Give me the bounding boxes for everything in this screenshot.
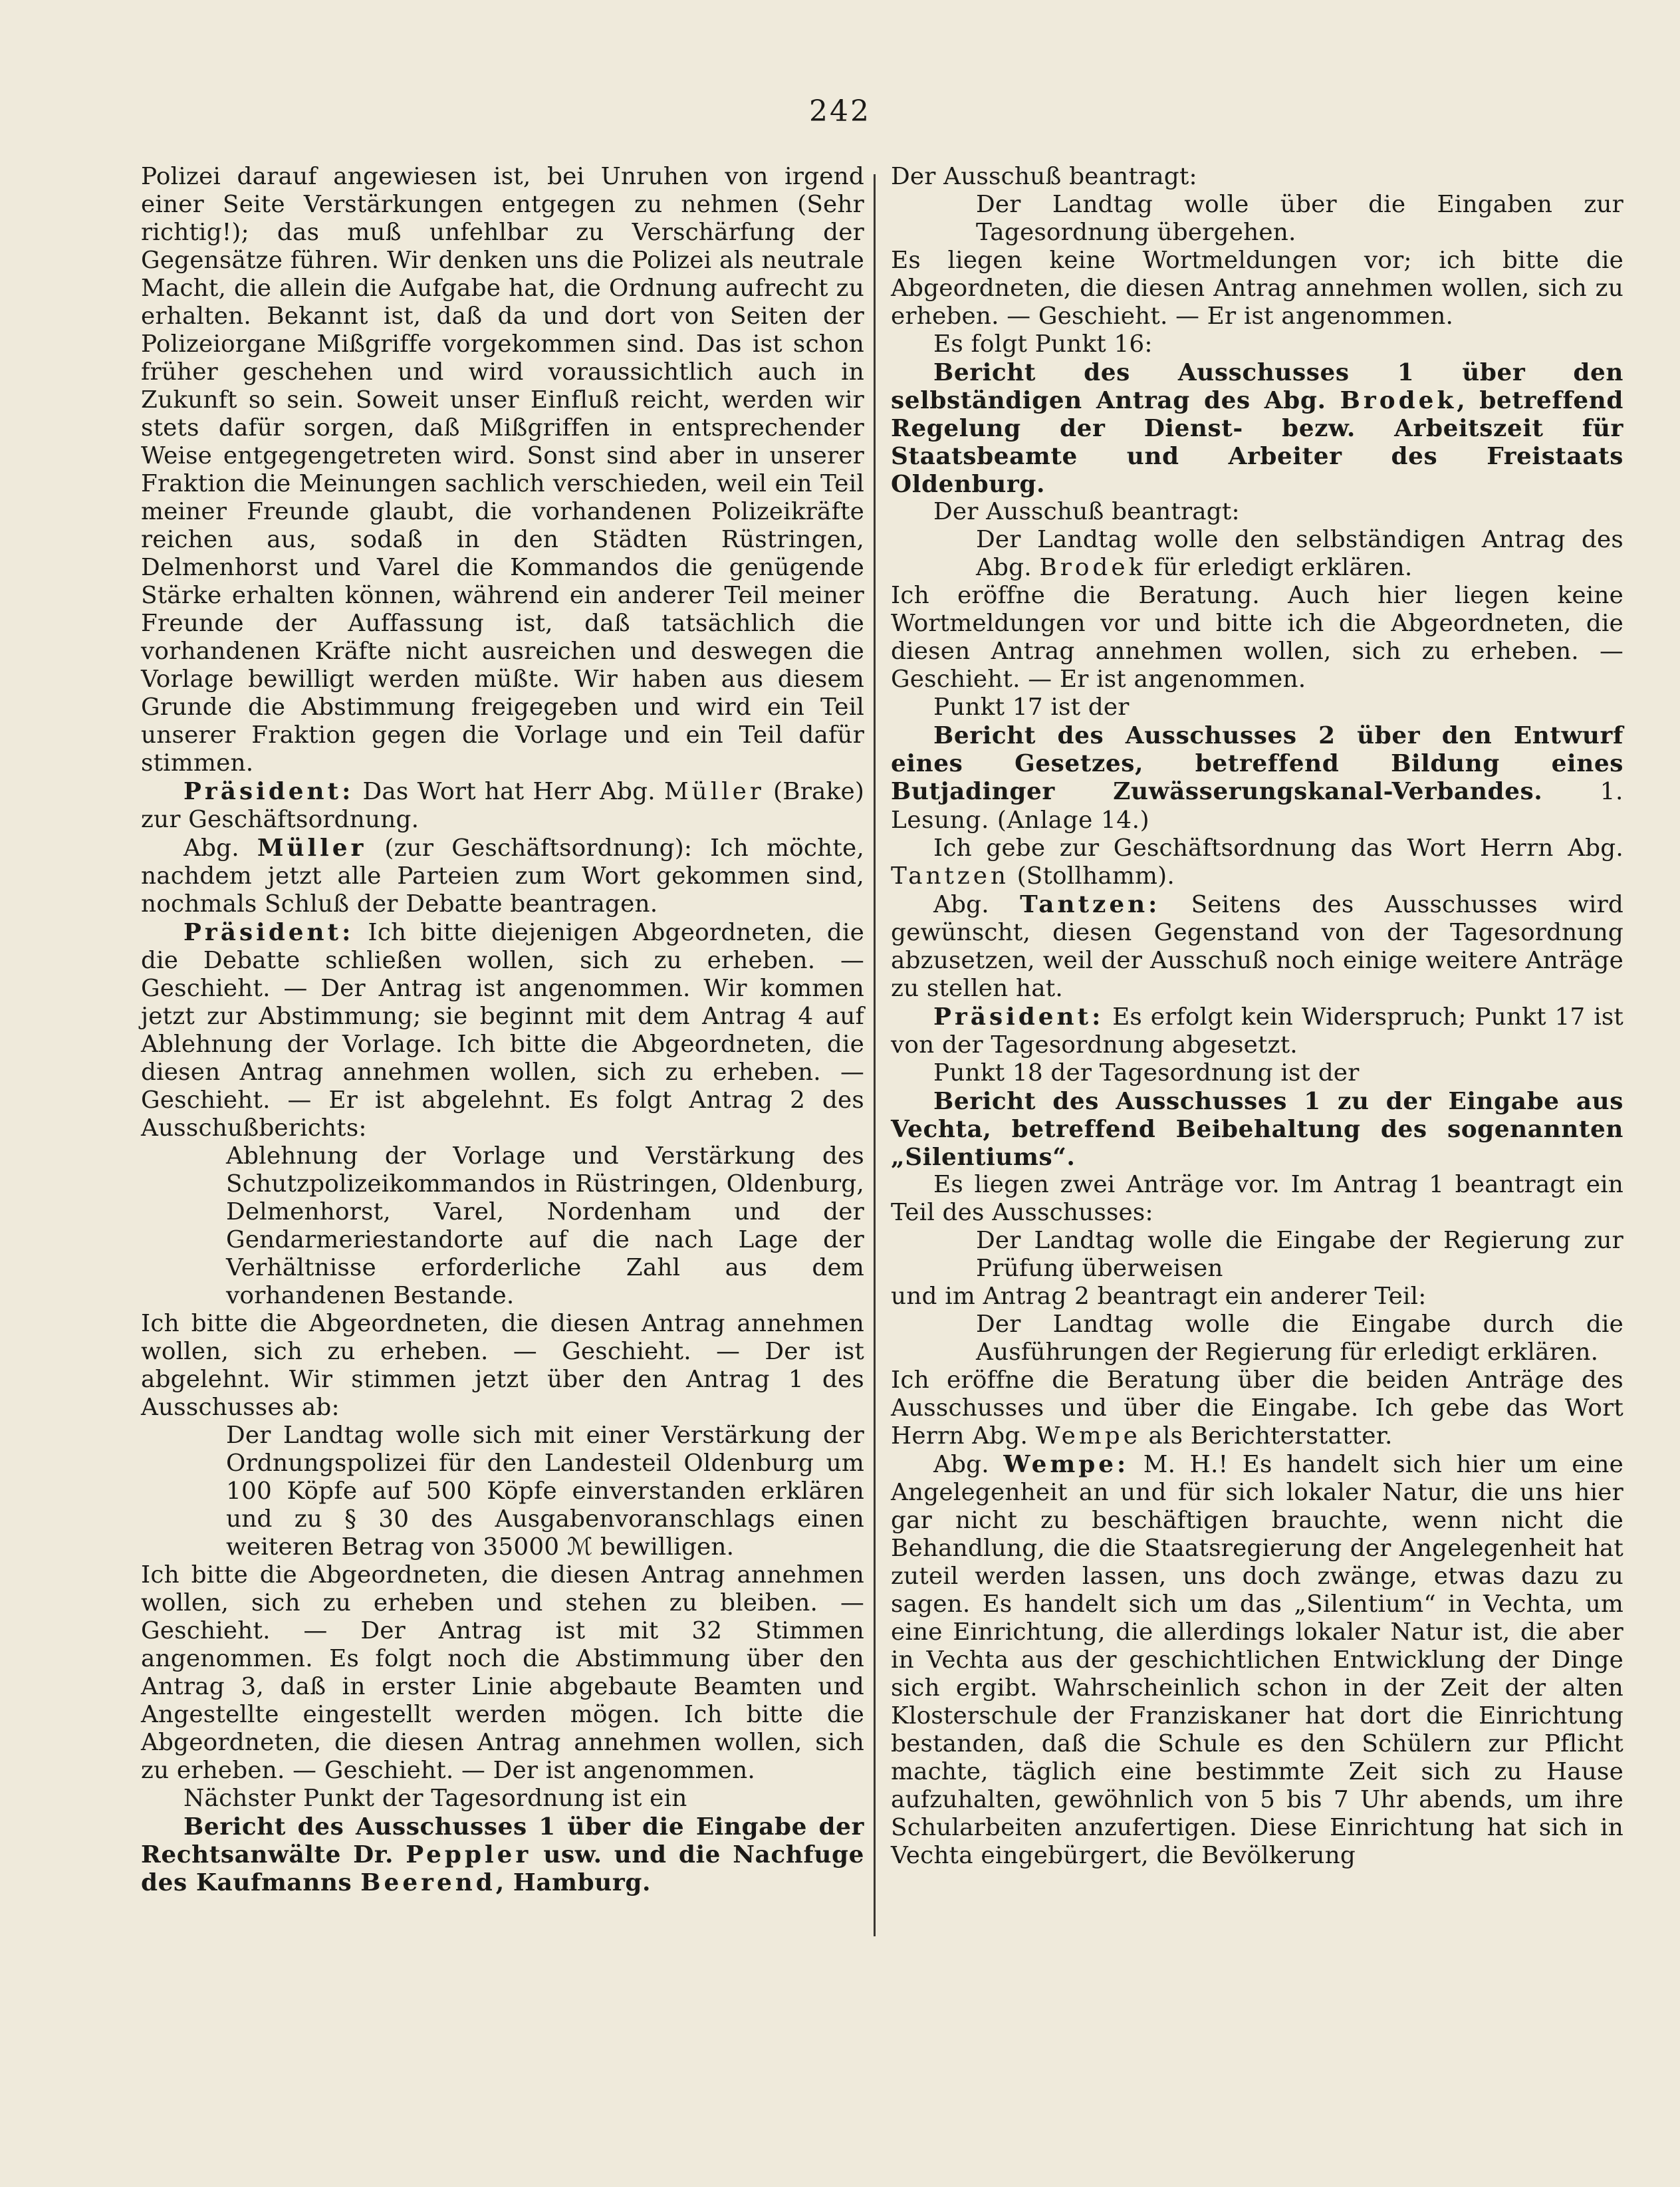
page-number: 242 <box>809 94 871 128</box>
paragraph: Abg. Müller (zur Geschäftsordnung): Ich möchte, nachdem jetzt alle Parteien zum Wort gekommen sind, nochmals Schluß der Debatte beantragen. <box>141 834 864 918</box>
paragraph: Ich eröffne die Beratung über die beiden Anträge des Ausschusses und über die Eingabe. Ich gebe das Wort Herrn Abg. Wempe als Berichterstatter. <box>891 1366 1623 1450</box>
paragraph: Nächster Punkt der Tagesordnung ist ein <box>183 1785 687 1812</box>
paragraph: Es liegen zwei Anträge vor. Im Antrag 1 beantragt ein Teil des Ausschusses: <box>891 1171 1623 1226</box>
paragraph: Ich gebe zur Geschäftsordnung das Wort Herrn Abg. Tantzen (Stollhamm). <box>891 835 1623 890</box>
paragraph: Es folgt Punkt 16: <box>933 330 1153 358</box>
paragraph: Abg. Tantzen: Seitens des Ausschusses wird gewünscht, diesen Gegenstand von der Tagesordnung abzusetzen, weil der Ausschuß noch einige weitere Anträge zu stellen hat. <box>891 890 1623 1002</box>
quoted-motion: Der Landtag wolle sich mit einer Verstärkung der Ordnungspolizei für den Landesteil Oldenburg um 100 Köpfe auf 500 Köpfe einverstanden erklären und zu § 30 des Ausgabenvoranschlags einen weiteren Betrag von 35000 ℳ bewilligen. <box>226 1422 864 1561</box>
right-column <box>891 163 1623 1870</box>
quoted-motion: Der Landtag wolle über die Eingaben zur Tagesordnung übergehen. <box>976 191 1623 246</box>
quoted-motion: Der Landtag wolle die Eingabe der Regierung zur Prüfung überweisen <box>976 1227 1623 1282</box>
agenda-heading: Bericht des Ausschusses 1 über die Eingabe der Rechtsanwälte Dr. Peppler usw. und die Nachfuge des Kaufmanns Beerend, Hamburg. <box>141 1813 864 1896</box>
paragraph: Der Ausschuß beantragt: <box>933 498 1240 525</box>
paragraph: Ich bitte die Abgeordneten, die diesen Antrag annehmen wollen, sich zu erheben und stehen zu bleiben. — Geschieht. — Der Antrag ist mit 32 Stimmen angenommen. Es folgt noch die Abstimmung über den Antrag 3, daß in erster Linie abgebaute Beamten und Angestellte eingestellt werden mögen. Ich bitte die Abgeordneten, die diesen Antrag annehmen wollen, sich zu erheben. — Geschieht. — Der ist angenommen. <box>141 1561 864 1784</box>
paragraph: und im Antrag 2 beantragt ein anderer Teil: <box>891 1283 1427 1310</box>
speaker-label: Präsident: <box>183 918 354 946</box>
paragraph: Punkt 17 ist der <box>933 694 1130 721</box>
paragraph: Punkt 18 der Tagesordnung ist der <box>933 1059 1360 1087</box>
agenda-heading: Bericht des Ausschusses 1 zu der Eingabe aus Vechta, betreffend Beibehaltung des sogenannten „Silentiums“. <box>891 1087 1623 1171</box>
paragraph: Es liegen keine Wortmeldungen vor; ich bitte die Abgeordneten, die diesen Antrag annehmen wollen, sich zu erheben. — Geschieht. — Er ist angenommen. <box>891 247 1623 330</box>
column-divider <box>874 174 876 1936</box>
speaker-label: Tantzen: <box>1020 890 1161 918</box>
quoted-motion: Der Landtag wolle die Eingabe durch die Ausführungen der Regierung für erledigt erklären. <box>976 1311 1623 1366</box>
paragraph: Polizei darauf angewiesen ist, bei Unruhen von irgend einer Seite Verstärkungen entgegen zu nehmen (Sehr richtig!); das muß unfehlbar zu Verschärfung der Gegensätze führen. Wir denken uns die Polizei als neutrale Macht, die allein die Aufgabe hat, die Ordnung aufrecht zu erhalten. Bekannt ist, daß da und dort von Seiten der Polizeiorgane Mißgriffe vorgekommen sind. Das ist schon früher geschehen und wird voraussichtlich auch in Zukunft so sein. Soweit unser Einfluß reicht, werden wir stets dafür sorgen, daß Mißgriffen in entsprechender Weise entgegengetreten wird. Sonst sind aber in unserer Fraktion die Meinungen sachlich verschieden, weil ein Teil meiner Freunde glaubt, die vorhandenen Polizeikräfte reichen aus, sodaß in den Städten Rüstringen, Delmenhorst und Varel die Kommandos die genügende Stärke erhalten können, während ein anderer Teil meiner Freunde der Auffassung ist, daß tatsächlich die vorhandenen Kräfte nicht ausreichen und deswegen die Vorlage bewilligt werden müßte. Wir haben aus diesem Grunde die Abstimmung freigegeben und wird ein Teil unserer Fraktion gegen die Vorlage und ein Teil dafür stimmen. <box>141 163 864 777</box>
agenda-heading: Bericht des Ausschusses 1 über den selbständigen Antrag des Abg. Brodek, betreffend Regelung der Dienst- bezw. Arbeitszeit für Staatsbeamte und Arbeiter des Freistaats Oldenburg. <box>891 358 1624 498</box>
paragraph: Der Ausschuß beantragt: <box>891 163 1197 190</box>
speaker-label: Wempe: <box>1003 1450 1130 1478</box>
paragraph: Ich bitte die Abgeordneten, die diesen Antrag annehmen wollen, sich zu erheben. — Geschieht. — Der ist abgelehnt. Wir stimmen jetzt über den Antrag 1 des Ausschusses ab: <box>141 1310 864 1421</box>
speaker-label: Präsident: <box>183 777 354 805</box>
paragraph: Präsident: Das Wort hat Herr Abg. Müller (Brake) zur Geschäftsordnung. <box>141 777 865 833</box>
left-column <box>141 163 864 1896</box>
paragraph: Abg. Wempe: M. H.! Es handelt sich hier um eine Angelegenheit an und für sich lokaler Natur, die uns hier gar nicht zu beschäftigen brauchte, wenn nicht die Behandlung, die die Staatsregierung der Angelegenheit hat zuteil werden lassen, uns doch zwänge, etwas dazu zu sagen. Es handelt sich um das „Silentium“ in Vechta, um eine Einrichtung, die allerdings lokaler Natur ist, die aber in Vechta aus der geschichtlichen Entwicklung der Dinge sich ergibt. Wahrscheinlich schon in der Zeit der alten Klosterschule der Franziskaner hat dort die Einrichtung bestanden, daß die Schule es den Schülern zur Pflicht machte, täglich eine bestimmte Zeit sich zu Hause aufzuhalten, gewöhnlich von 5 bis 7 Uhr abends, um ihre Schularbeiten anzufertigen. Diese Einrichtung hat sich in Vechta eingebürgert, die Bevölkerung <box>891 1450 1623 1869</box>
paragraph: Präsident: Ich bitte diejenigen Abgeordneten, die die Debatte schließen wollen, sich zu erheben. — Geschieht. — Der Antrag ist angenommen. Wir kommen jetzt zur Abstimmung; sie beginnt mit dem Antrag 4 auf Ablehnung der Vorlage. Ich bitte die Abgeordneten, die diesen Antrag annehmen wollen, sich zu erheben. — Geschieht. — Er ist abgelehnt. Es folgt Antrag 2 des Ausschußberichts: <box>141 918 864 1142</box>
speaker-label: Präsident: <box>933 1003 1104 1031</box>
paragraph: Präsident: Es erfolgt kein Widerspruch; Punkt 17 ist von der Tagesordnung abgesetzt. <box>891 1003 1623 1059</box>
quoted-motion: Der Landtag wolle den selbständigen Antrag des Abg. Brodek für erledigt erklären. <box>976 526 1623 581</box>
speaker-label: Müller <box>257 834 367 862</box>
speaker-name: Müller <box>664 778 765 805</box>
agenda-heading: Bericht des Ausschusses 2 über den Entwurf eines Gesetzes, betreffend Bildung eines Butjadinger Zuwässerungskanal-Verbandes. 1. Lesung. (Anlage 14.) <box>891 721 1623 834</box>
quoted-motion: Ablehnung der Vorlage und Verstärkung des Schutzpolizeikommandos in Rüstringen, Oldenburg, Delmenhorst, Varel, Nordenham und der Gendarmeriestandorte auf die nach Lage der Verhältnisse erforderliche Zahl aus dem vorhandenen Bestande. <box>226 1142 864 1309</box>
paragraph: Ich eröffne die Beratung. Auch hier liegen keine Wortmeldungen vor und bitte ich die Abgeordneten, die diesen Antrag annehmen wollen, sich zu erheben. — Geschieht. — Er ist angenommen. <box>891 582 1623 693</box>
